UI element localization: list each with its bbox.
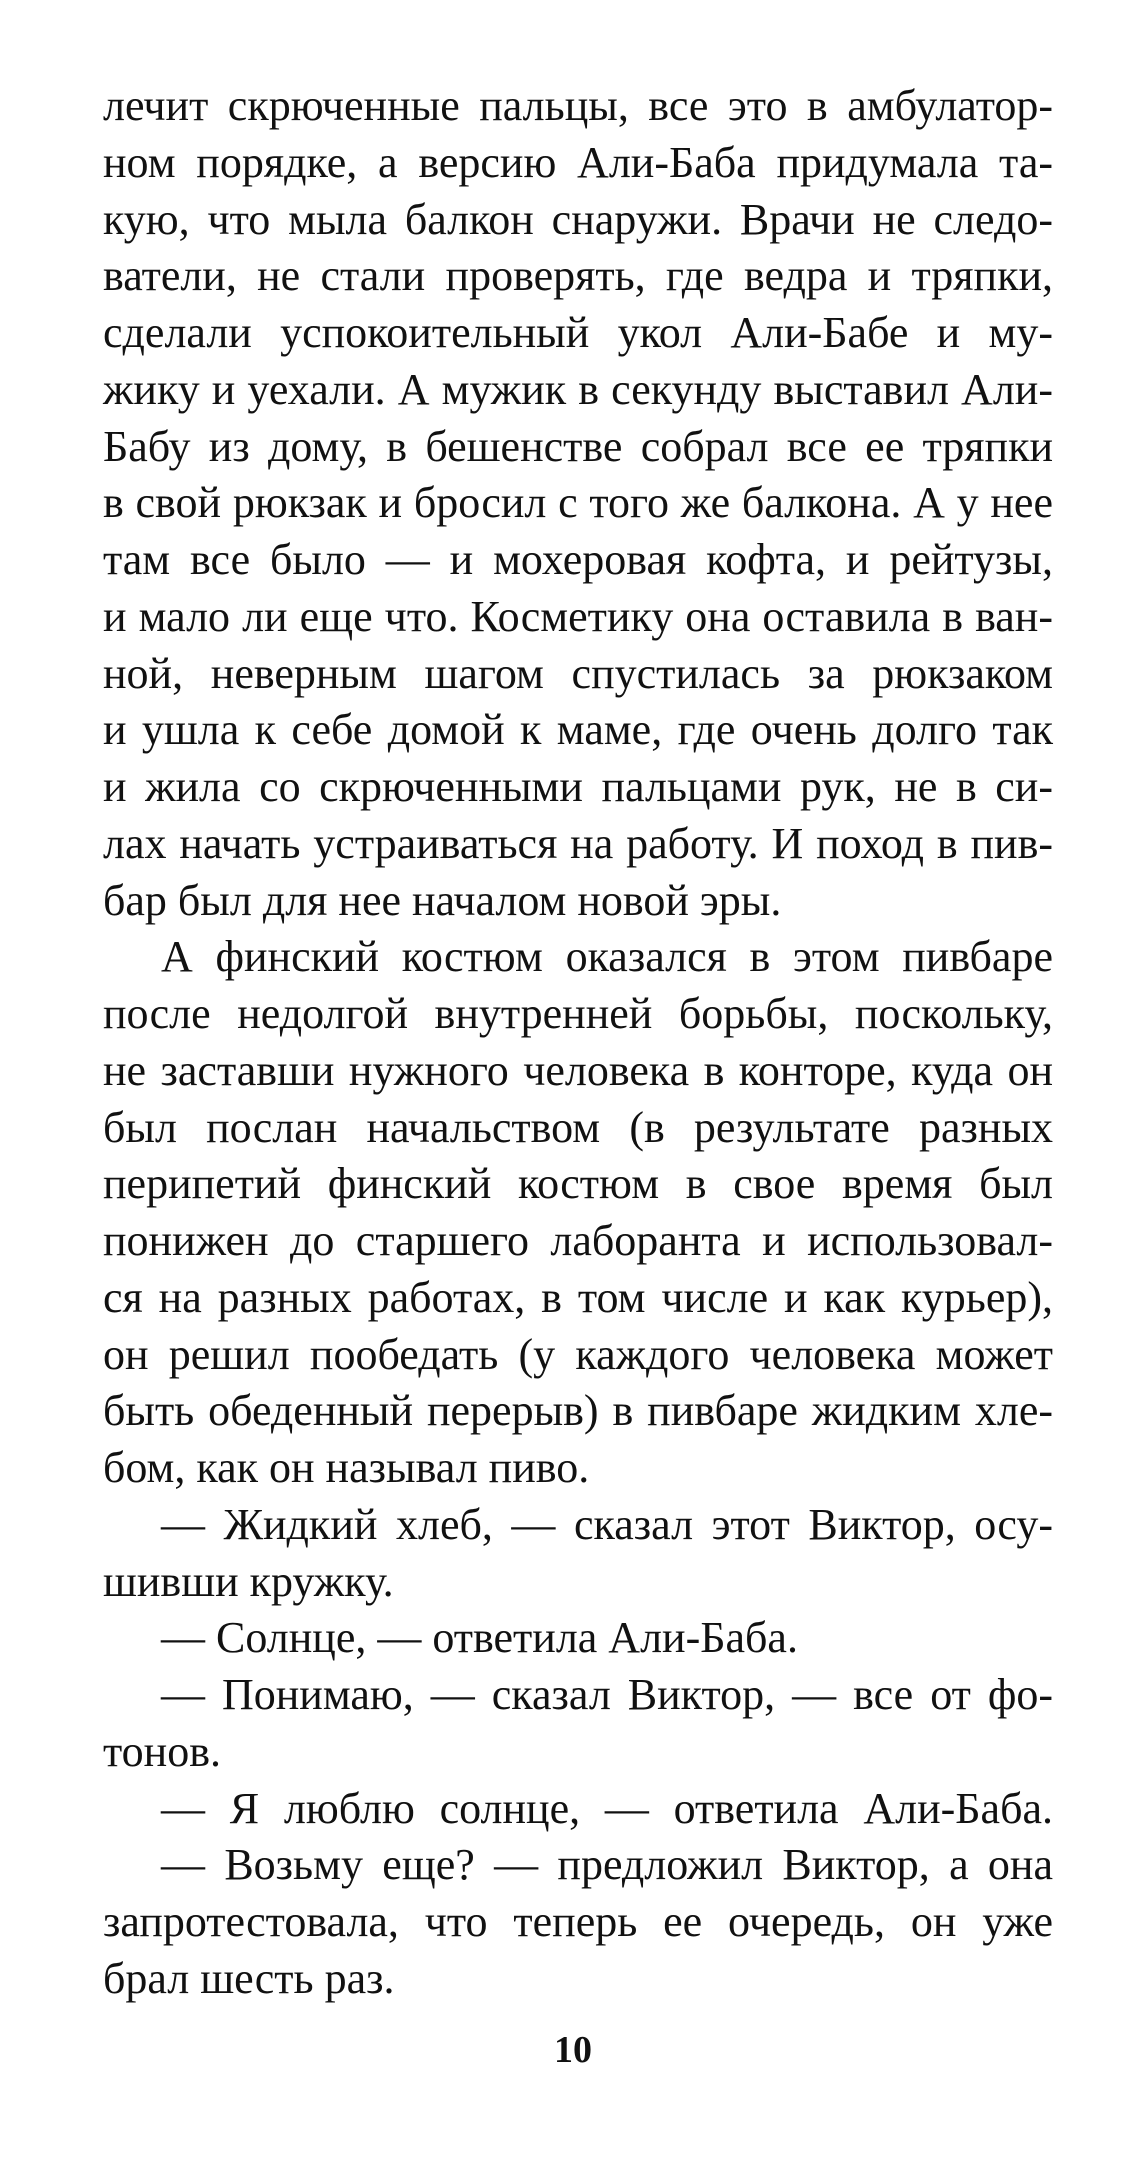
text-line: ватели, не стали проверять, где ведра и тряпки, bbox=[103, 251, 1053, 301]
text-line: лечит скрюченные пальцы, все это в амбулатор- bbox=[103, 81, 1053, 130]
text-line: был послан начальством (в результате разных bbox=[103, 1102, 1053, 1152]
text-line: сделали успокоительный укол Али-Бабе и му- bbox=[103, 308, 1053, 357]
text-line: не заставши нужного человека в конторе, куда он bbox=[103, 1045, 1053, 1095]
text-line: брал шесть раз. bbox=[103, 1953, 395, 2003]
text-line: после недолгой внутренней борьбы, поскольку, bbox=[103, 989, 1053, 1038]
text-line: и ушла к себе домой к маме, где очень долго так bbox=[103, 705, 1053, 755]
text-line: Бабу из дому, в бешенстве собрал все ее тряпки bbox=[103, 421, 1053, 471]
text-line: запротестовала, что теперь ее очередь, он уже bbox=[103, 1897, 1053, 1946]
dialogue-line: — Возьму еще? — предложил Виктор, а она bbox=[161, 1840, 1053, 1890]
text-line: перипетий финский костюм в свое время был bbox=[103, 1159, 1053, 1209]
text-line: ся на разных работах, в том числе и как курьер), bbox=[103, 1272, 1053, 1322]
text-line: понижен до старшего лаборанта и использовал- bbox=[103, 1216, 1053, 1265]
text-line: он решил пообедать (у каждого человека может bbox=[103, 1329, 1053, 1379]
text-line: в свой рюкзак и бросил с того же балкона. А у нее bbox=[103, 478, 1053, 528]
dialogue-line: — Понимаю, — сказал Виктор, — все от фо- bbox=[161, 1670, 1053, 1719]
text-line: тонов. bbox=[103, 1726, 221, 1776]
dialogue-line: — Жидкий хлеб, — сказал этот Виктор, осу- bbox=[161, 1499, 1053, 1549]
text-line: и мало ли еще что. Косметику она оставила в ван- bbox=[103, 591, 1053, 641]
text-line: шивши кружку. bbox=[103, 1556, 394, 1606]
text-line: ном порядке, а версию Али-Баба придумала та- bbox=[103, 137, 1053, 187]
text-line: бар был для нее началом новой эры. bbox=[103, 875, 782, 925]
page-number: 10 bbox=[554, 2029, 592, 2071]
text-line: быть обеденный перерыв) в пивбаре жидким хле- bbox=[103, 1386, 1053, 1436]
dialogue-line: — Солнце, — ответила Али-Баба. bbox=[161, 1613, 798, 1663]
text-line: там все было — и мохеровая кофта, и рейтузы, bbox=[103, 535, 1053, 584]
dialogue-line: — Я люблю солнце, — ответила Али-Баба. bbox=[161, 1783, 1053, 1833]
text-line: А финский костюм оказался в этом пивбаре bbox=[161, 932, 1053, 982]
book-page-text bbox=[103, 78, 1053, 2008]
text-line: бом, как он называл пиво. bbox=[103, 1443, 590, 1492]
text-line: и жила со скрюченными пальцами рук, не в си- bbox=[103, 762, 1053, 811]
text-line: жику и уехали. А мужик в секунду выставил Али- bbox=[103, 364, 1053, 414]
text-line: кую, что мыла балкон снаружи. Врачи не следо- bbox=[103, 194, 1053, 244]
text-line: лах начать устраиваться на работу. И поход в пив- bbox=[103, 818, 1053, 868]
text-line: ной, неверным шагом спустилась за рюкзаком bbox=[103, 648, 1053, 698]
